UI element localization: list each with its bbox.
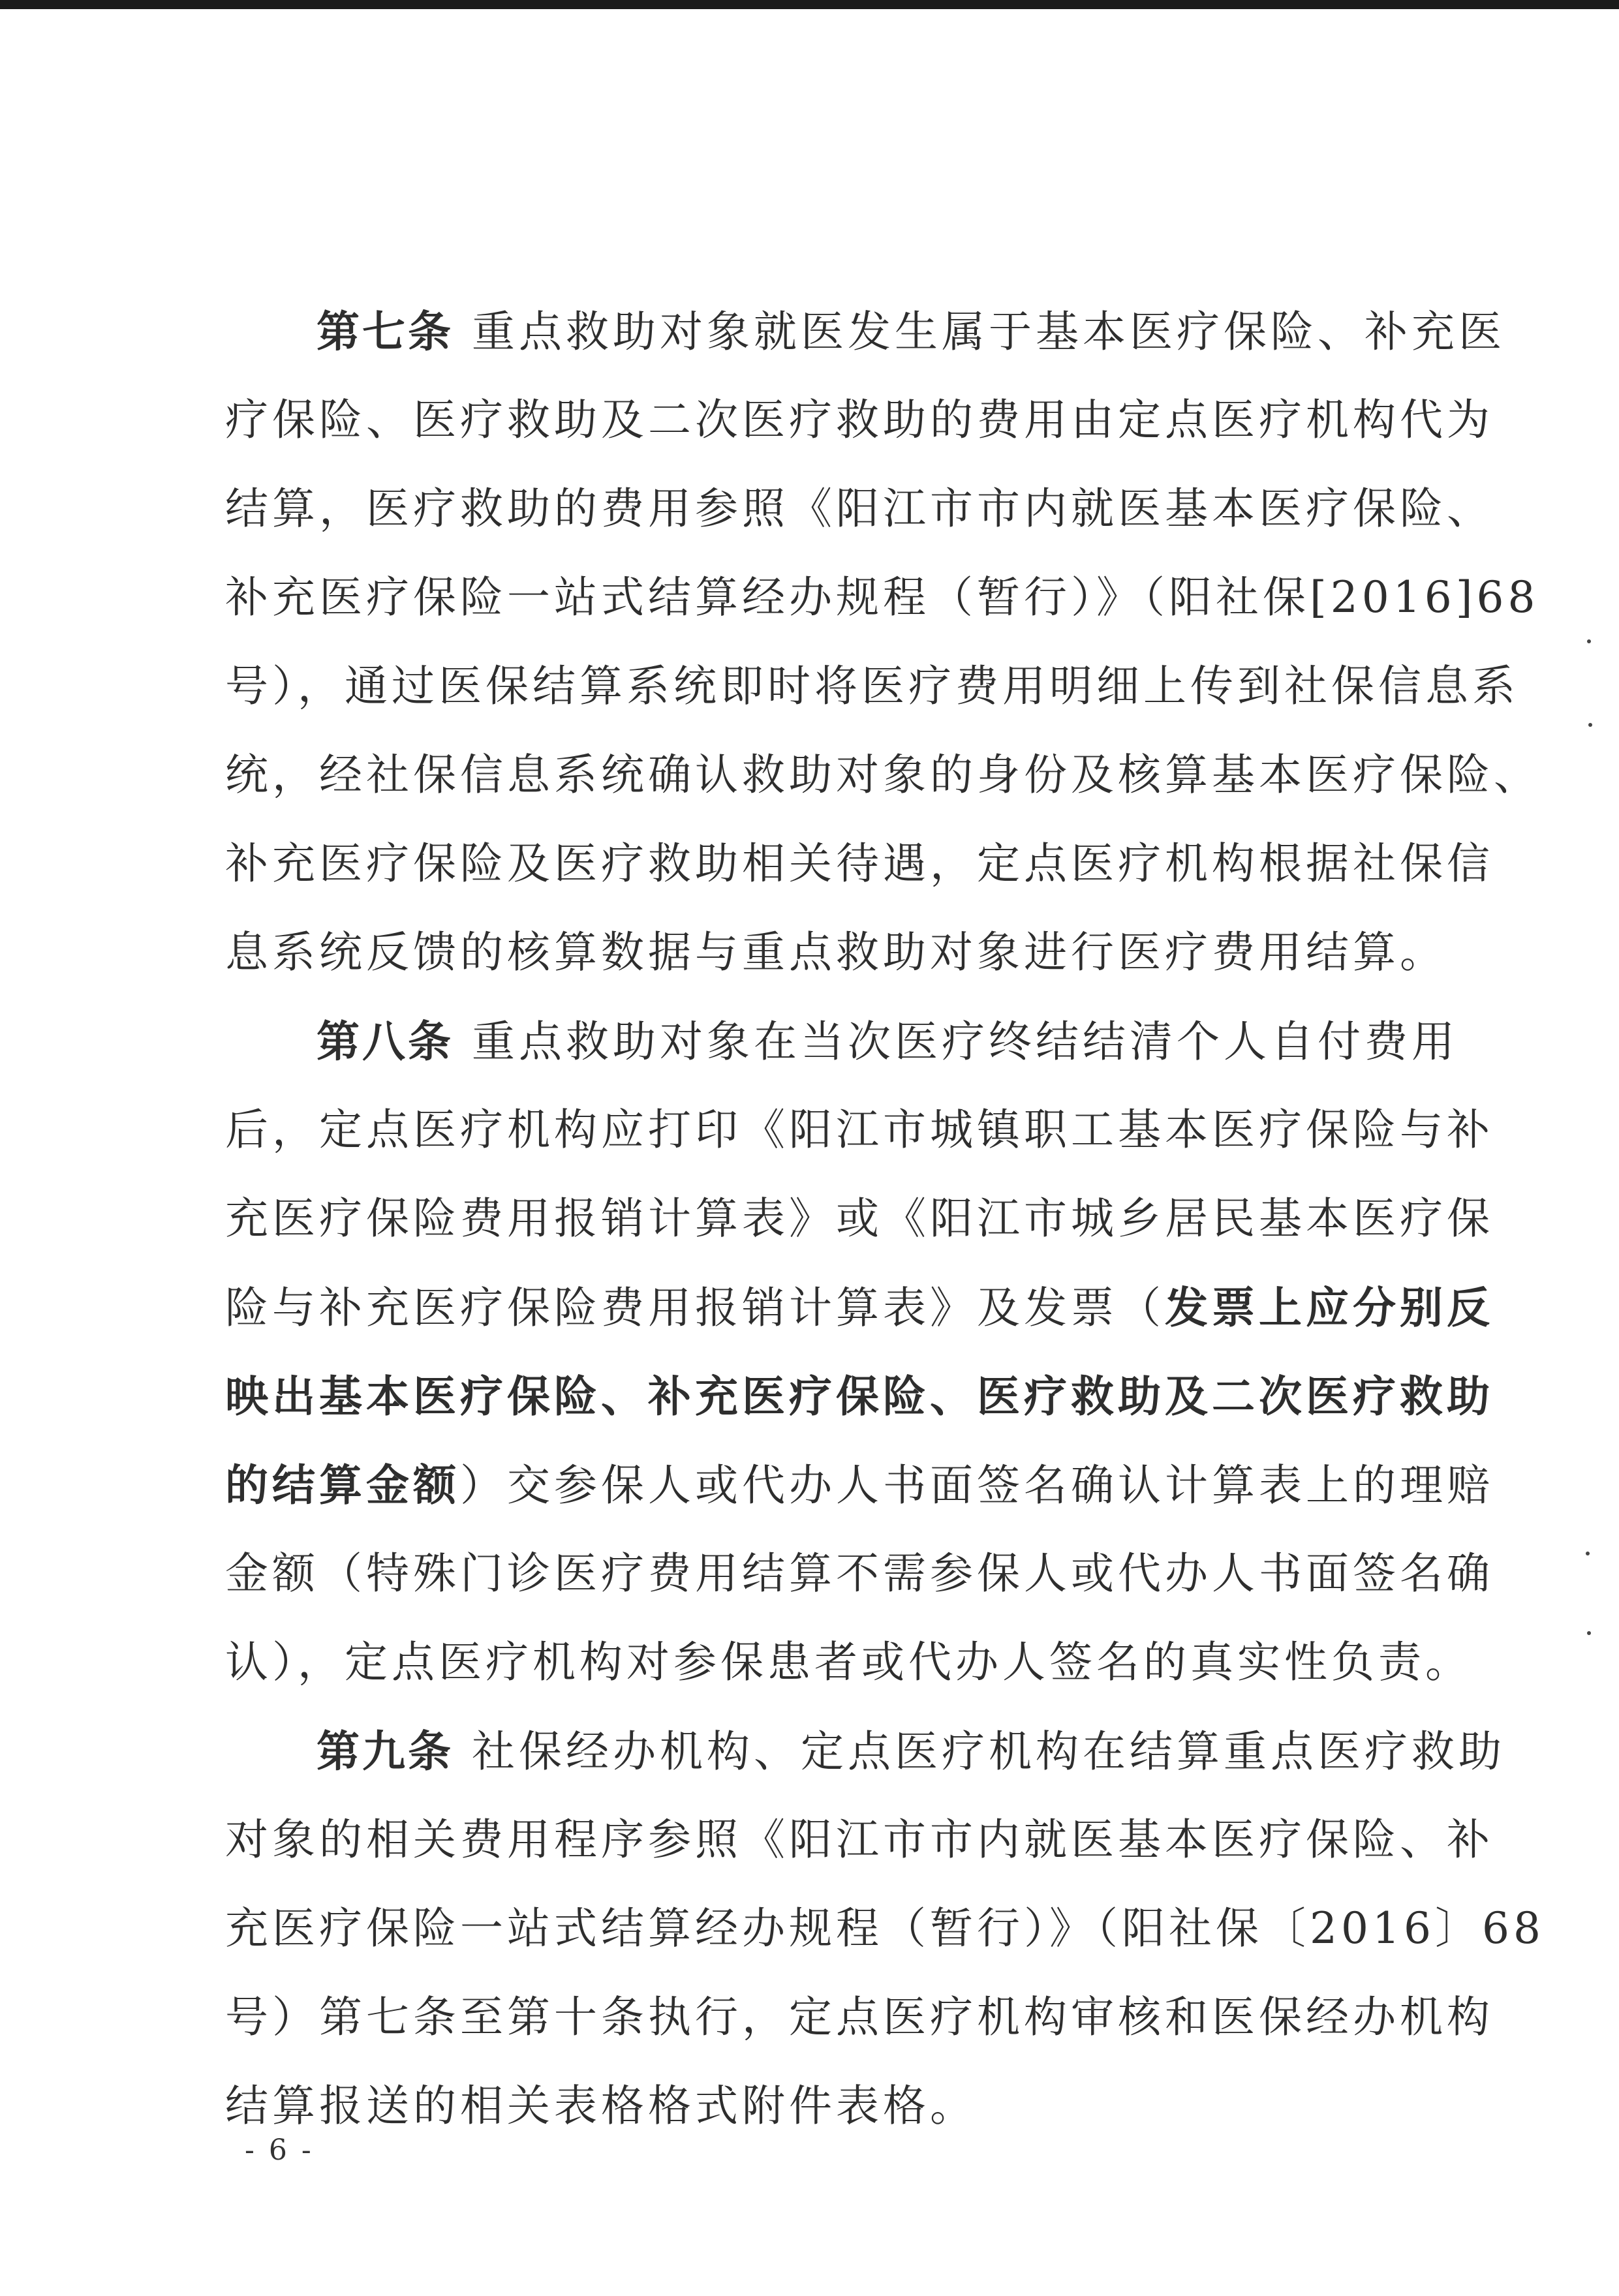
text-line: 号）第七条至第十条执行，定点医疗机构审核和医保经办机构	[225, 1992, 1494, 2042]
text-line: 对象的相关费用程序参照《阳江市市内就医基本医疗保险、补	[225, 1814, 1494, 1865]
text-line: 第九条 社保经办机构、定点医疗机构在结算重点医疗救助	[316, 1726, 1505, 1777]
text-line: 充医疗保险一站式结算经办规程（暂行）》（阳社保〔2016〕68	[225, 1903, 1545, 1953]
text-line: 金额（特殊门诊医疗费用结算不需参保人或代办人书面签名确	[225, 1548, 1494, 1599]
article-heading: 第九条	[316, 1726, 454, 1777]
text-line: 第八条 重点救助对象在当次医疗终结结清个人自付费用	[316, 1016, 1458, 1067]
article-7	[225, 287, 1541, 997]
text-line: 疗保险、医疗救助及二次医疗救助的费用由定点医疗机构代为	[225, 395, 1494, 445]
scan-speck	[1587, 639, 1591, 643]
article-heading: 第八条	[316, 1016, 454, 1067]
article-8	[225, 997, 1494, 1707]
text-line: 息系统反馈的核算数据与重点救助对象进行医疗费用结算。	[225, 927, 1447, 977]
article-heading: 第七条	[316, 306, 454, 357]
emphasis-line: 映出基本医疗保险、补充医疗保险、医疗救助及二次医疗救助	[225, 1371, 1494, 1422]
text-line: 结算，医疗救助的费用参照《阳江市市内就医基本医疗保险、	[225, 483, 1494, 534]
scan-speck	[1587, 1631, 1591, 1635]
text-line: 的结算金额）交参保人或代办人书面签名确认计算表上的理赔	[225, 1460, 1494, 1510]
scan-speck	[1586, 1552, 1590, 1555]
text-line: 补充医疗保险及医疗救助相关待遇，定点医疗机构根据社保信	[225, 838, 1494, 889]
scan-speck	[1588, 723, 1592, 727]
document-body	[225, 287, 1545, 2151]
text-line: 认），定点医疗机构对参保患者或代办人签名的真实性负责。	[225, 1637, 1472, 1687]
emphasis-text: 的结算金额	[225, 1460, 460, 1510]
text-line: 险与补充医疗保险费用报销计算表》及发票（发票上应分别反	[225, 1282, 1494, 1333]
text-line: 第七条 重点救助对象就医发生属于基本医疗保险、补充医	[316, 306, 1505, 357]
text-line: 充医疗保险费用报销计算表》或《阳江市城乡居民基本医疗保	[225, 1193, 1494, 1244]
emphasis-text: 发票上应分别反	[1165, 1282, 1494, 1333]
text-line: 结算报送的相关表格格式附件表格。	[225, 2081, 977, 2131]
text-line: 后，定点医疗机构应打印《阳江市城镇职工基本医疗保险与补	[225, 1105, 1494, 1155]
scan-top-edge	[0, 0, 1619, 9]
text-line: 补充医疗保险一站式结算经办规程（暂行）》（阳社保[2016]68	[225, 572, 1539, 622]
article-9	[225, 1707, 1545, 2151]
page-number: - 6 -	[245, 2134, 314, 2167]
text-line: 统，经社保信息系统确认救助对象的身份及核算基本医疗保险、	[225, 750, 1541, 800]
text-line: 号），通过医保结算系统即时将医疗费用明细上传到社保信息系	[225, 661, 1519, 711]
